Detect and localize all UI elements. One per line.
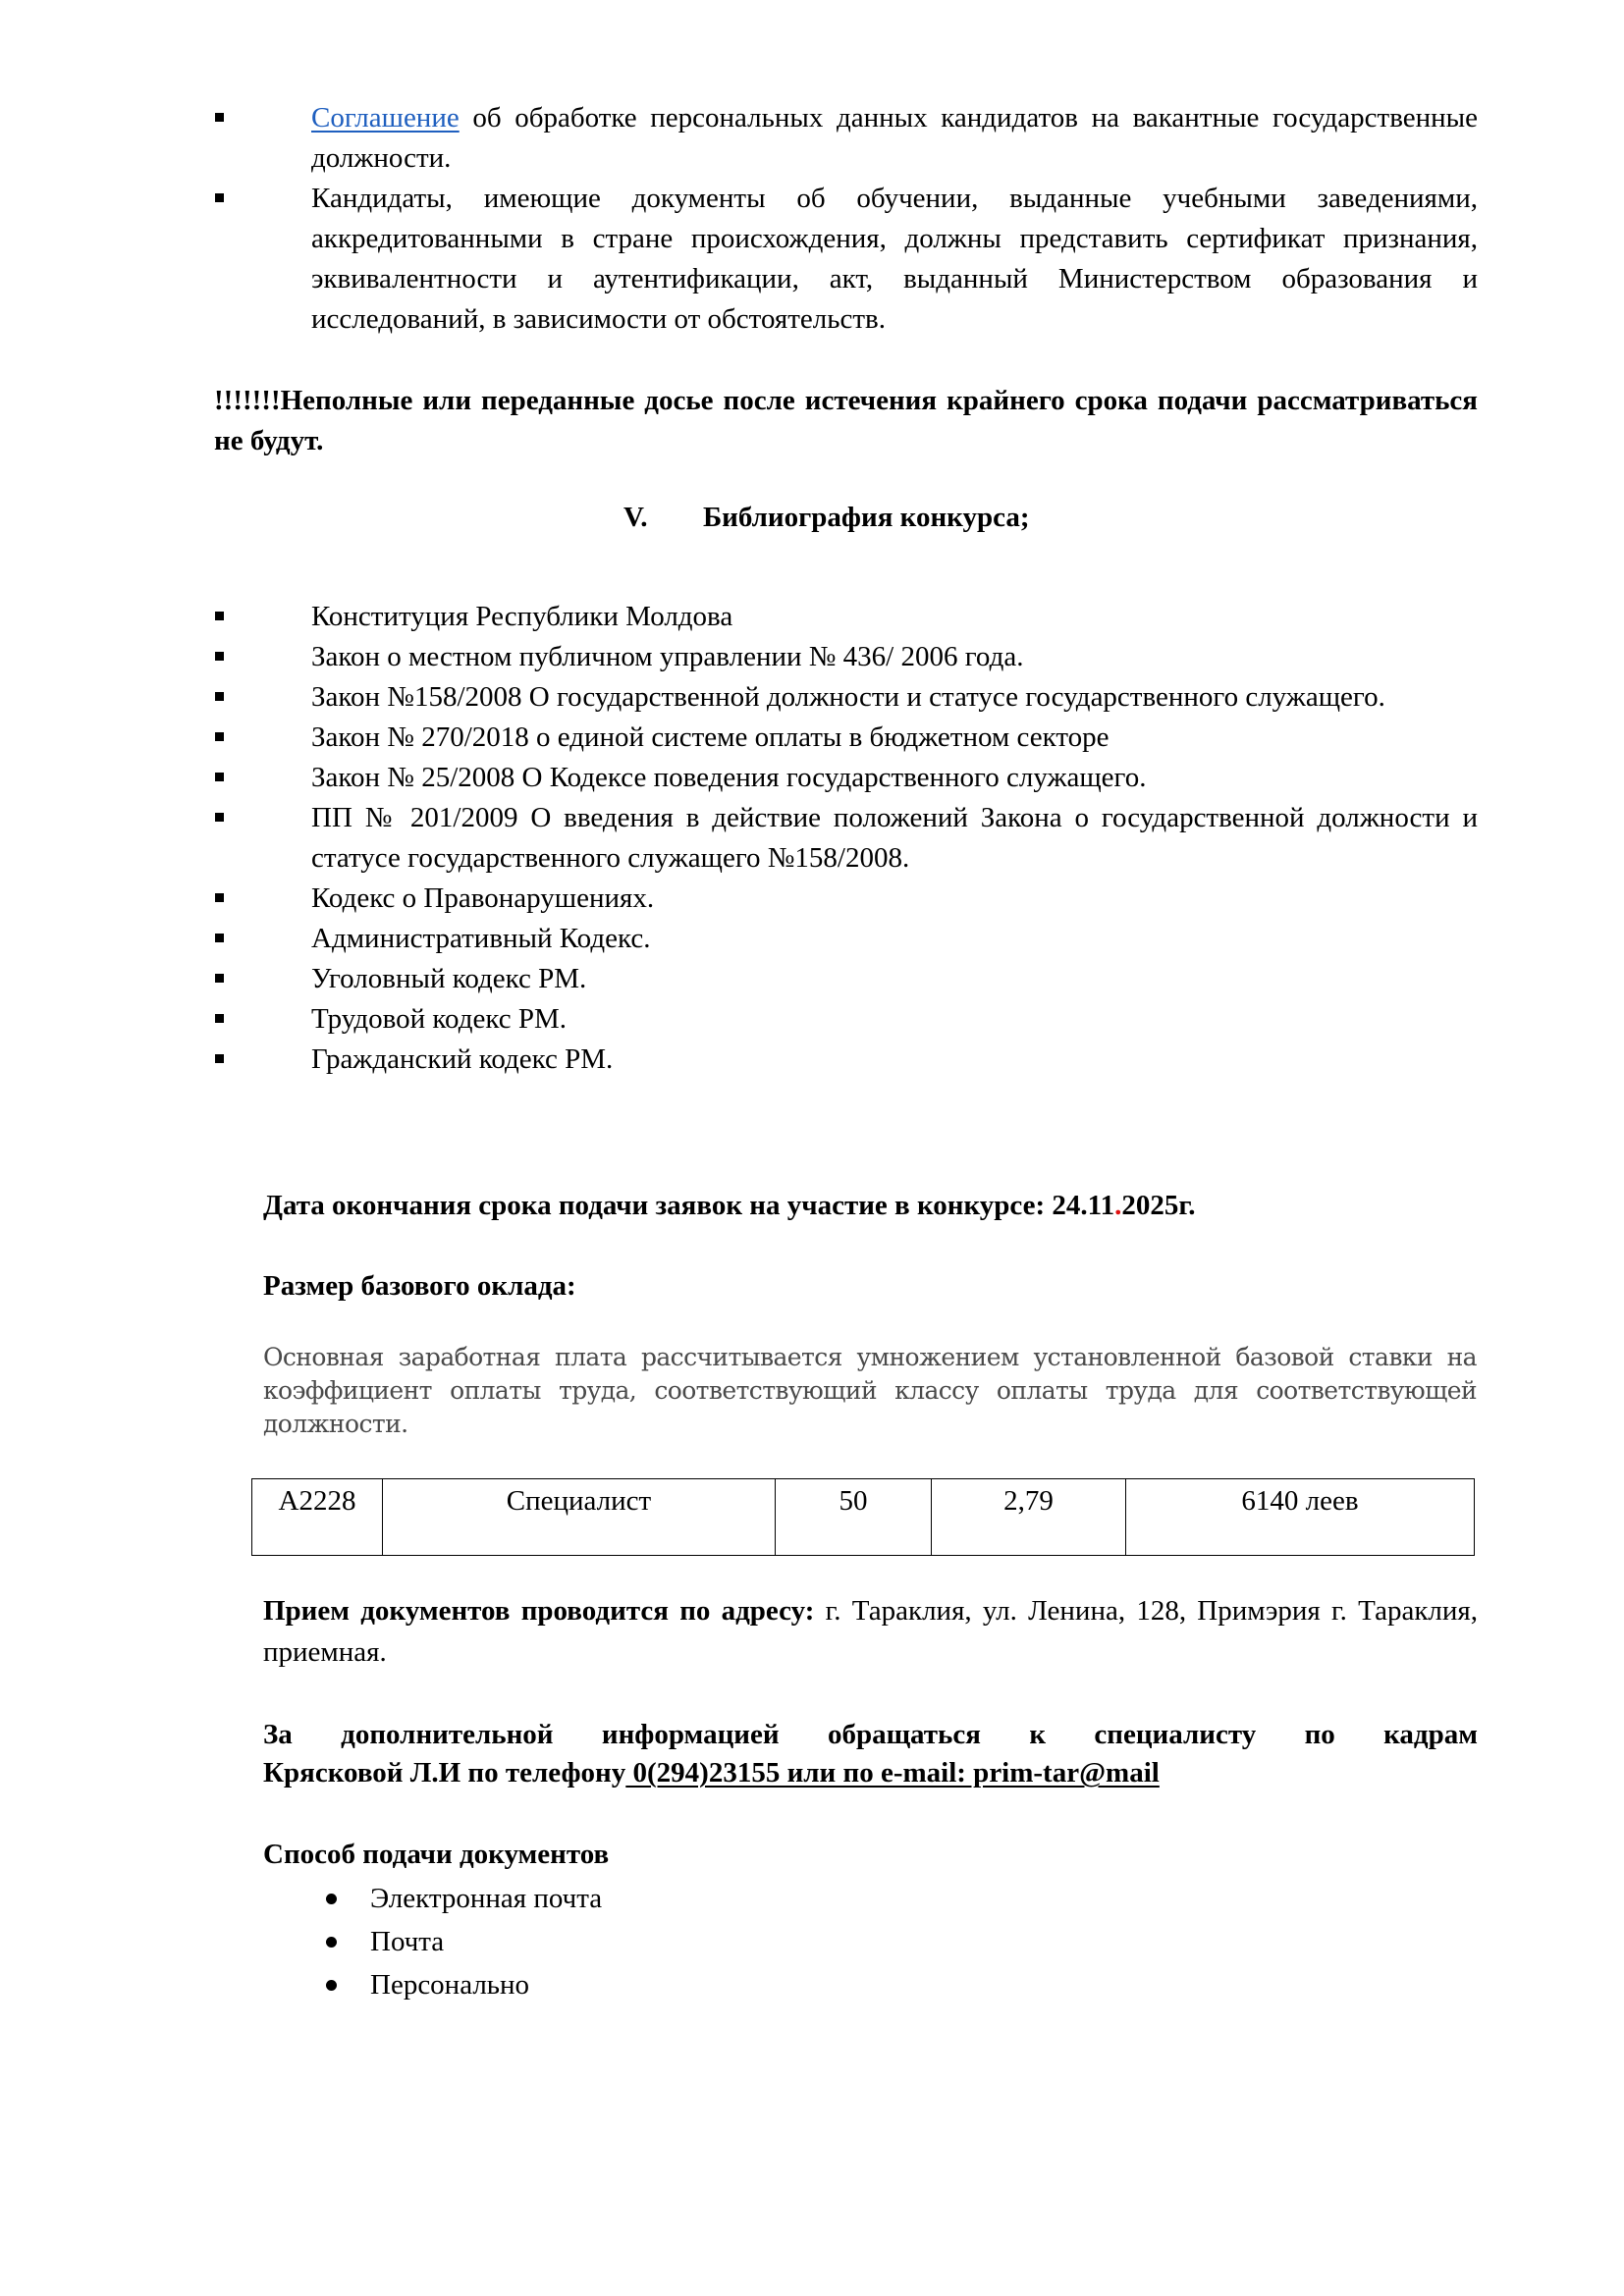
list-item (0, 758, 1624, 798)
address-value: г. Тараклия, ул. Ленина, 128, Примэрия г. Тараклия, приемная. (263, 1595, 1478, 1668)
contact-person: Крясковой Л.И по телефону (263, 1757, 626, 1789)
bullet-dot-icon (326, 1894, 337, 1904)
square-bullet-icon (215, 612, 224, 620)
square-bullet-icon (215, 193, 224, 202)
salary-table (251, 1478, 1475, 1556)
table-cell-class: 50 (776, 1479, 932, 1556)
list-item-text: Административный Кодекс. (311, 923, 651, 954)
list-item-text: Персонально (370, 1969, 530, 2001)
address-paragraph (263, 1590, 1478, 1673)
list-item (0, 1920, 1624, 1963)
list-item-text: Кандидаты, имеющие документы об обучении, выданные учебными заведениями, аккредитованными в стране происхождения, должны представить сертификат признания, эквивалентности и аутентификации, акт, выданный Министерством образования и исследований, в зависимости от обстоятельств. (311, 183, 1478, 335)
submission-heading: Способ подачи документов (263, 1839, 610, 1870)
square-bullet-icon (215, 692, 224, 701)
salary-heading: Размер базового оклада: (263, 1270, 576, 1302)
deadline-label: Дата окончания срока подачи заявок на участие в конкурсе: (263, 1190, 1053, 1221)
section-title: Библиография конкурса; (703, 502, 1030, 533)
warning-text: !!!!!!!Неполные или переданные досье после истечения крайнего срока подачи рассматриваться не будут. (214, 385, 1478, 456)
list-item-text: Гражданский кодекс РМ. (311, 1043, 614, 1075)
table-cell-coefficient: 2,79 (932, 1479, 1126, 1556)
deadline-line (263, 1186, 1195, 1226)
list-item (0, 637, 1624, 677)
square-bullet-icon (215, 1054, 224, 1063)
table-cell-position: Специалист (383, 1479, 776, 1556)
list-item-text: Закон №158/2008 О государственной должности и статусе государственного служащего. (311, 681, 1385, 713)
list-item-text: Кодекс о Правонарушениях. (311, 882, 655, 914)
list-item (0, 959, 1624, 999)
table-cell-amount: 6140 леев (1126, 1479, 1475, 1556)
list-item (0, 1040, 1624, 1080)
square-bullet-icon (215, 732, 224, 741)
list-item-text: Почта (370, 1926, 445, 1957)
list-item-text: Закон о местном публичном управлении № 436/ 2006 года. (311, 641, 1024, 672)
list-item-text: Электронная почта (370, 1883, 603, 1914)
square-bullet-icon (215, 113, 224, 122)
address-label: Прием документов проводится по адресу: (263, 1595, 815, 1627)
section-number: V. (623, 502, 648, 533)
submission-methods-list (0, 1877, 1624, 2006)
square-bullet-icon (215, 813, 224, 822)
square-bullet-icon (215, 773, 224, 781)
list-item-text: Закон № 270/2018 о единой системе оплаты в бюджетном секторе (311, 721, 1110, 753)
square-bullet-icon (215, 893, 224, 902)
deadline-date (1052, 1190, 1195, 1221)
square-bullet-icon (215, 652, 224, 661)
contact-paragraph (263, 1716, 1478, 1792)
list-item-text: Закон № 25/2008 О Кодексе поведения государственного служащего. (311, 762, 1147, 793)
list-item (0, 1963, 1624, 2006)
agreement-link[interactable]: Соглашение (311, 102, 460, 133)
list-item (0, 677, 1624, 718)
table-row (252, 1479, 1475, 1556)
bullet-dot-icon (326, 1980, 337, 1991)
list-item (0, 879, 1624, 919)
list-item (0, 179, 1624, 340)
bibliography-list (0, 597, 1624, 1080)
deadline-date-dot: . (1114, 1190, 1122, 1221)
deadline-date-part: 24.11 (1052, 1190, 1115, 1221)
contact-line (263, 1754, 1478, 1792)
list-item-text: Трудовой кодекс РМ. (311, 1003, 567, 1035)
requirements-list (0, 98, 1624, 340)
list-item-text (311, 98, 1478, 179)
contact-phone-email[interactable]: 0(294)23155 или по e-mail: prim-tar@mail (625, 1757, 1160, 1789)
salary-description: Основная заработная плата рассчитывается умножением установленной базовой ставки на коэффициент оплаты труда, соответствующий классу оплаты труда для соответствующей должности. (263, 1343, 1477, 1438)
list-item (0, 798, 1624, 879)
deadline-date-part: 2025г. (1121, 1190, 1196, 1221)
table-cell-code: A2228 (252, 1479, 383, 1556)
list-item (0, 98, 1624, 179)
list-item (0, 597, 1624, 637)
square-bullet-icon (215, 934, 224, 942)
list-item-text: Конституция Республики Молдова (311, 601, 733, 632)
contact-line: За дополнительной информацией обращаться к специалисту по кадрам (263, 1719, 1478, 1750)
list-item (0, 919, 1624, 959)
square-bullet-icon (215, 1014, 224, 1023)
square-bullet-icon (215, 974, 224, 983)
list-item-text: ПП № 201/2009 О введения в действие положений Закона о государственной должности и статусе государственного служащего №158/2008. (311, 802, 1478, 874)
list-item (0, 999, 1624, 1040)
list-item (0, 718, 1624, 758)
list-item-text: Уголовный кодекс РМ. (311, 963, 587, 994)
bullet-dot-icon (326, 1937, 337, 1948)
list-item-label: об обработке персональных данных кандидатов на вакантные государственные должности. (311, 102, 1478, 174)
list-item (0, 1877, 1624, 1920)
